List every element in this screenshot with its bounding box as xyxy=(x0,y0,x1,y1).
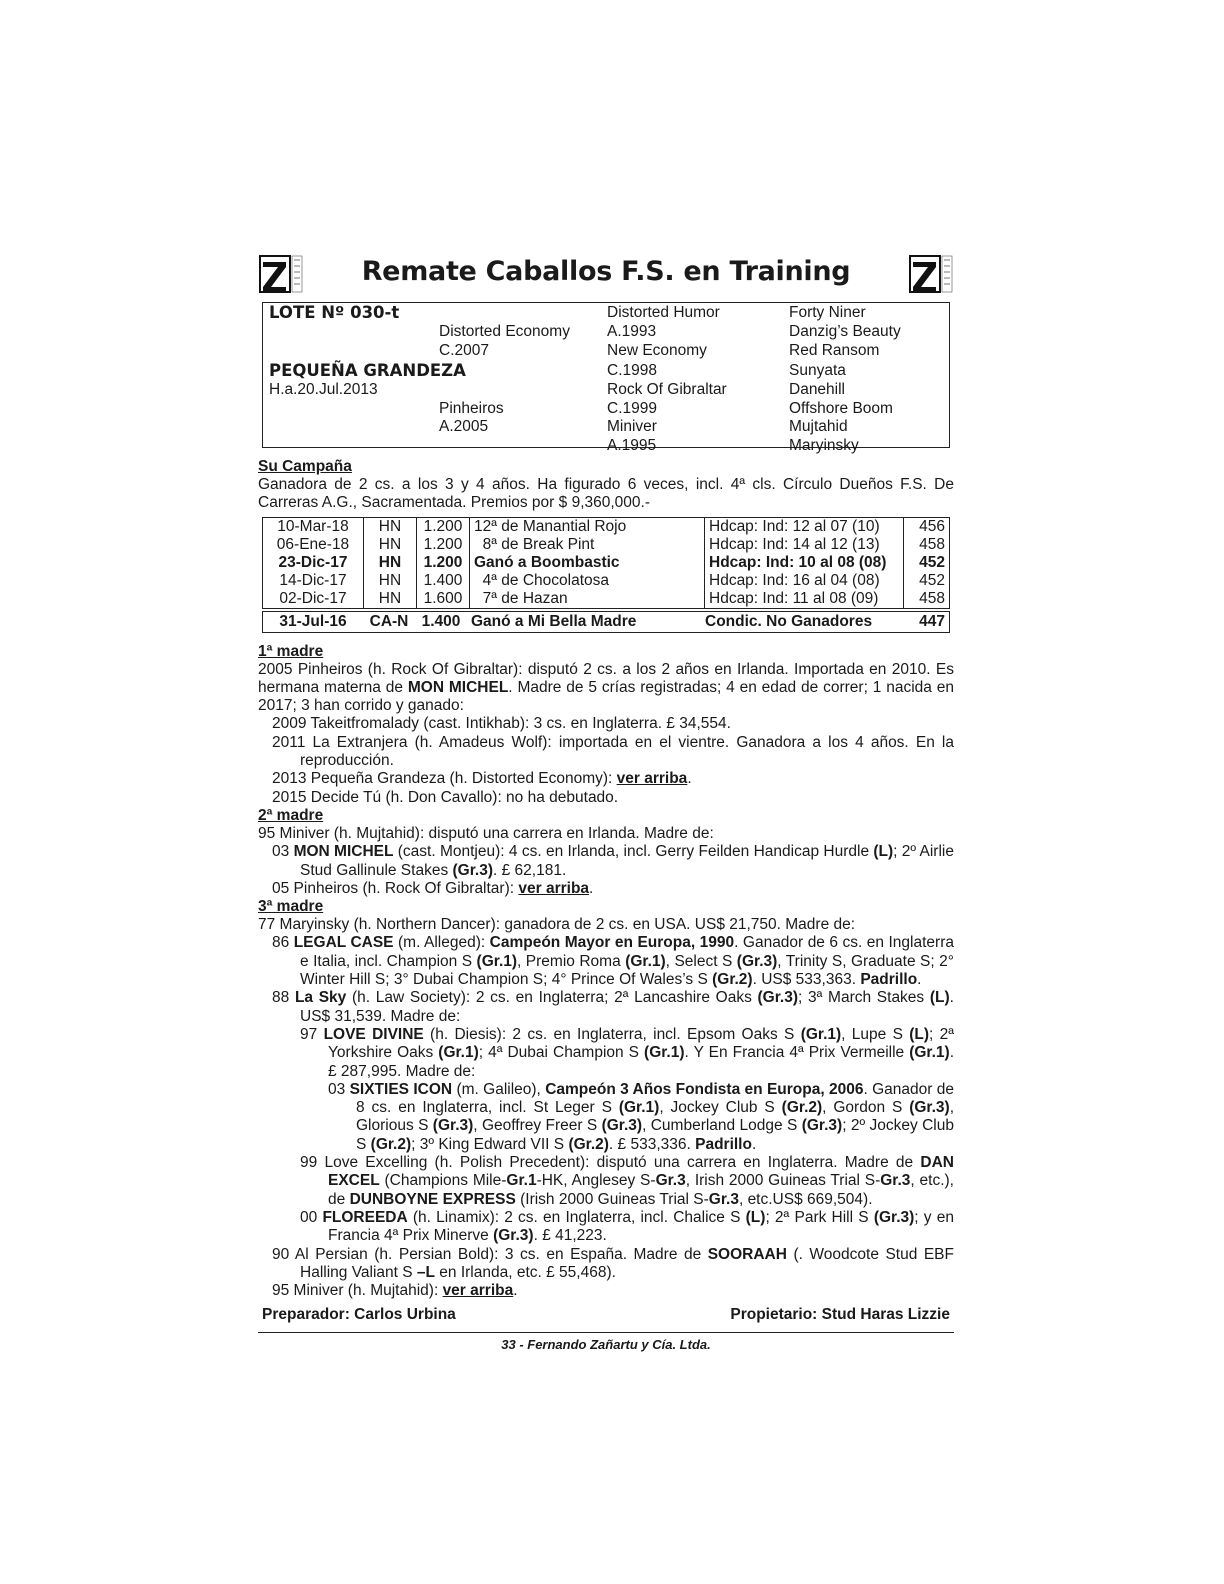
race-track: CA-N xyxy=(369,612,409,630)
race-result: 8ª de Break Pint xyxy=(470,536,705,554)
race-weight: 452 xyxy=(904,572,950,590)
race-distance: 1.200 xyxy=(417,536,470,554)
list-item: 90 Al Persian (h. Persian Bold): 3 cs. en España. Madre de SOORAAH (. Woodcote Stud EBF Halling Valiant S –L en Irlanda, etc. £ 55,468). xyxy=(272,1245,954,1281)
race-condition: Hdcap: Ind: 16 al 04 (08) xyxy=(705,572,904,590)
race-distance: 1.400 xyxy=(417,572,470,590)
race-track: HN xyxy=(364,572,417,590)
list-item: 99 Love Excelling (h. Polish Precedent): disputó una carrera en Inglaterra. Madre de DAN EXCEL (Champions Mile-Gr.1-HK, Anglesey S-Gr.3, Irish 2000 Guineas Trial S-Gr.3, etc.), de DUNBOYNE EXPRESS (Irish 2000 Guineas Trial S-Gr.3, etc.US$ 669,504). xyxy=(300,1154,954,1208)
race-condition: Condic. No Ganadores xyxy=(705,612,873,630)
list-item: 00 FLOREEDA (h. Linamix): 2 cs. en Inglaterra, incl. Chalice S (L); 2ª Park Hill S (Gr.3); y en Francia 4ª Prix Minerve (Gr.3). £ 41,223. xyxy=(300,1208,954,1245)
race-date: 31-Jul-16 xyxy=(279,612,347,630)
granddam-1: New Economy xyxy=(607,342,707,359)
madre1-heading: 1ª madre xyxy=(258,642,324,660)
sire-info: C.2007 xyxy=(439,342,489,359)
race-weight: 458 xyxy=(904,590,950,609)
campaign-text: Ganadora de 2 cs. a los 3 y 4 años. Ha figurado 6 veces, incl. 4ª cls. Círculo Dueños F.S. De Carreras A.G., Sacramentada. Premios por $ 9,360,000.- xyxy=(258,476,954,512)
page-title: Remate Caballos F.S. en Training xyxy=(361,256,851,287)
ver-arriba-link[interactable]: ver arriba xyxy=(442,1282,514,1300)
race-track: HN xyxy=(364,536,417,554)
list-item: 88 La Sky (h. Law Society): 2 cs. en Inglaterra; 2ª Lancashire Oaks (Gr.3); 3ª March Stakes (L). US$ 31,539. Madre de: xyxy=(272,989,954,1025)
first-race-table xyxy=(262,611,950,633)
granddam-2-info: A.1995 xyxy=(607,437,657,454)
dam-name: Pinheiros xyxy=(439,400,504,417)
race-date: 14-Dic-17 xyxy=(279,571,347,589)
grandsire-2: Rock Of Gibraltar xyxy=(607,381,727,398)
race-track: HN xyxy=(364,517,417,536)
race-table xyxy=(262,517,950,609)
race-date: 02-Dic-17 xyxy=(279,589,347,607)
race-result: 12ª de Manantial Rojo xyxy=(470,517,705,536)
list-item: 03 SIXTIES ICON (m. Galileo), Campeón 3 Años Fondista en Europa, 2006. Ganador de 8 cs. en Inglaterra, incl. St Leger S (Gr.1), Jockey Club S (Gr.2), Gordon S (Gr.3), Glorious S (Gr.3), Geoffrey Freer S (Gr.3), Cumberland Lodge S (Gr.3); 2º Jockey Club S (Gr.2); 3º King Edward VII S (Gr.2). £ 533,336. Padrillo. xyxy=(328,1080,954,1153)
list-item: 2015 Decide Tú (h. Don Cavallo): no ha debutado. xyxy=(272,788,619,806)
madre2-intro: 95 Miniver (h. Mujtahid): disputó una carrera en Irlanda. Madre de: xyxy=(258,824,714,842)
lote-number: LOTE Nº 030-t xyxy=(269,303,400,322)
ancestor: Offshore Boom xyxy=(789,400,893,417)
granddam-1-info: C.1998 xyxy=(607,362,657,379)
race-track: HN xyxy=(364,554,417,572)
sire-name: Distorted Economy xyxy=(439,323,570,340)
table-row xyxy=(263,554,950,572)
list-item: 97 LOVE DIVINE (h. Diesis): 2 cs. en Inglaterra, incl. Epsom Oaks S (Gr.1), Lupe S (L); 2ª Yorkshire Oaks (Gr.1); 4ª Dubai Champion S (Gr.1). Y En Francia 4ª Prix Vermeille (Gr.1). £ 287,995. Madre de: xyxy=(300,1025,955,1080)
table-row xyxy=(263,572,950,590)
race-distance: 1.200 xyxy=(417,517,470,536)
grandsire-2-info: C.1999 xyxy=(607,400,657,417)
trainer: Preparador: Carlos Urbina xyxy=(262,1306,456,1324)
list-item: 2009 Takeitfromalady (cast. Intikhab): 3 cs. en Inglaterra. £ 34,554. xyxy=(272,715,731,733)
horse-info: H.a.20.Jul.2013 xyxy=(269,381,378,398)
race-weight: 458 xyxy=(904,536,950,554)
race-distance: 1.200 xyxy=(417,554,470,572)
ancestor: Sunyata xyxy=(789,362,846,379)
race-condition: Hdcap: Ind: 12 al 07 (10) xyxy=(705,517,904,536)
page-header xyxy=(258,250,954,302)
ancestor: Red Ransom xyxy=(789,342,880,359)
list-item: 95 Miniver (h. Mujtahid): ver arriba. xyxy=(272,1282,518,1300)
ver-arriba-link[interactable]: ver arriba xyxy=(616,770,688,788)
ancestor: Forty Niner xyxy=(789,304,866,321)
race-result: 4ª de Chocolatosa xyxy=(470,572,705,590)
dam-info: A.2005 xyxy=(439,418,489,435)
page-number: 33 - Fernando Zañartu y Cía. Ltda. xyxy=(501,1337,711,1353)
ancestor: Danzig’s Beauty xyxy=(789,323,901,340)
table-row xyxy=(263,517,950,536)
owner: Propietario: Stud Haras Lizzie xyxy=(730,1306,950,1324)
list-item: 03 MON MICHEL (cast. Montjeu): 4 cs. en Irlanda, incl. Gerry Feilden Handicap Hurdle (L); 2º Airlie Stud Gallinule Stakes (Gr.3). £ 62,181. xyxy=(272,843,954,879)
race-distance: 1.400 xyxy=(421,612,461,630)
madre2-heading: 2ª madre xyxy=(258,806,324,824)
madre1-intro: 2005 Pinheiros (h. Rock Of Gibraltar): disputó 2 cs. a los 2 años en Irlanda. Importada en 2010. Es hermana materna de MON MICHEL. Madre de 5 crías registradas; 4 en edad de correr; 1 nacida en 2017; 3 han corrido y ganado: xyxy=(258,660,954,715)
table-row xyxy=(263,611,950,632)
race-date: 10-Mar-18 xyxy=(277,517,349,535)
list-item: 2013 Pequeña Grandeza (h. Distorted Economy): ver arriba. xyxy=(272,770,692,788)
horse-name: PEQUEÑA GRANDEZA xyxy=(269,361,466,380)
divider xyxy=(258,1332,954,1333)
ancestor: Maryinsky xyxy=(789,437,859,454)
race-date: 06-Ene-18 xyxy=(276,535,350,553)
race-weight: 456 xyxy=(904,517,950,536)
ver-arriba-link[interactable]: ver arriba xyxy=(518,879,590,897)
race-date: 23-Dic-17 xyxy=(278,553,348,571)
logo-right-text: FERNANDO ZAÑARTU Y CIA. LTDA. xyxy=(908,254,925,255)
race-result: 7ª de Hazan xyxy=(470,590,705,609)
race-weight: 452 xyxy=(904,554,950,572)
madre3-heading: 3ª madre xyxy=(258,898,324,916)
table-row xyxy=(263,536,950,554)
campaign-heading: Su Campaña xyxy=(258,458,352,475)
list-item: 86 LEGAL CASE (m. Alleged): Campeón Mayor en Europa, 1990. Ganador de 6 cs. en Inglaterra e Italia, incl. Champion S (Gr.1), Premio Roma (Gr.1), Select S (Gr.3), Trinity S, Graduate S; 2° Winter Hill S; 3° Dubai Champion S; 4° Prince Of Wales’s S (Gr.2). US$ 533,363. Padrillo. xyxy=(272,934,954,989)
table-row xyxy=(263,590,950,609)
grandsire-1: Distorted Humor xyxy=(607,304,720,321)
catalog-page xyxy=(258,250,954,1352)
race-condition: Hdcap: Ind: 11 al 08 (09) xyxy=(705,590,904,609)
footer-credits xyxy=(258,1306,954,1330)
ancestor: Mujtahid xyxy=(789,418,848,435)
grandsire-1-info: A.1993 xyxy=(607,323,657,340)
race-track: HN xyxy=(364,590,417,609)
race-condition: Hdcap: Ind: 14 al 12 (13) xyxy=(705,536,904,554)
race-result: Ganó a Boombastic xyxy=(470,554,705,572)
race-result: Ganó a Mi Bella Madre xyxy=(471,612,637,630)
logo-left-text: FERNANDO ZAÑARTU Y CIA. LTDA. xyxy=(258,254,275,255)
madre3-intro: 77 Maryinsky (h. Northern Dancer): ganadora de 2 cs. en USA. US$ 21,750. Madre de: xyxy=(258,916,856,934)
list-item: 2011 La Extranjera (h. Amadeus Wolf): importada en el vientre. Ganadora a los 4 años. En la reproducción. xyxy=(272,733,954,770)
granddam-2: Miniver xyxy=(607,418,657,435)
list-item: 05 Pinheiros (h. Rock Of Gibraltar): ver arriba. xyxy=(272,879,594,897)
race-condition: Hdcap: Ind: 10 al 08 (08) xyxy=(705,554,904,572)
pedigree-box xyxy=(262,302,950,454)
ancestor: Danehill xyxy=(789,381,846,398)
race-distance: 1.600 xyxy=(417,590,470,609)
fz-logo-icon xyxy=(908,254,954,296)
race-weight: 447 xyxy=(919,612,945,630)
